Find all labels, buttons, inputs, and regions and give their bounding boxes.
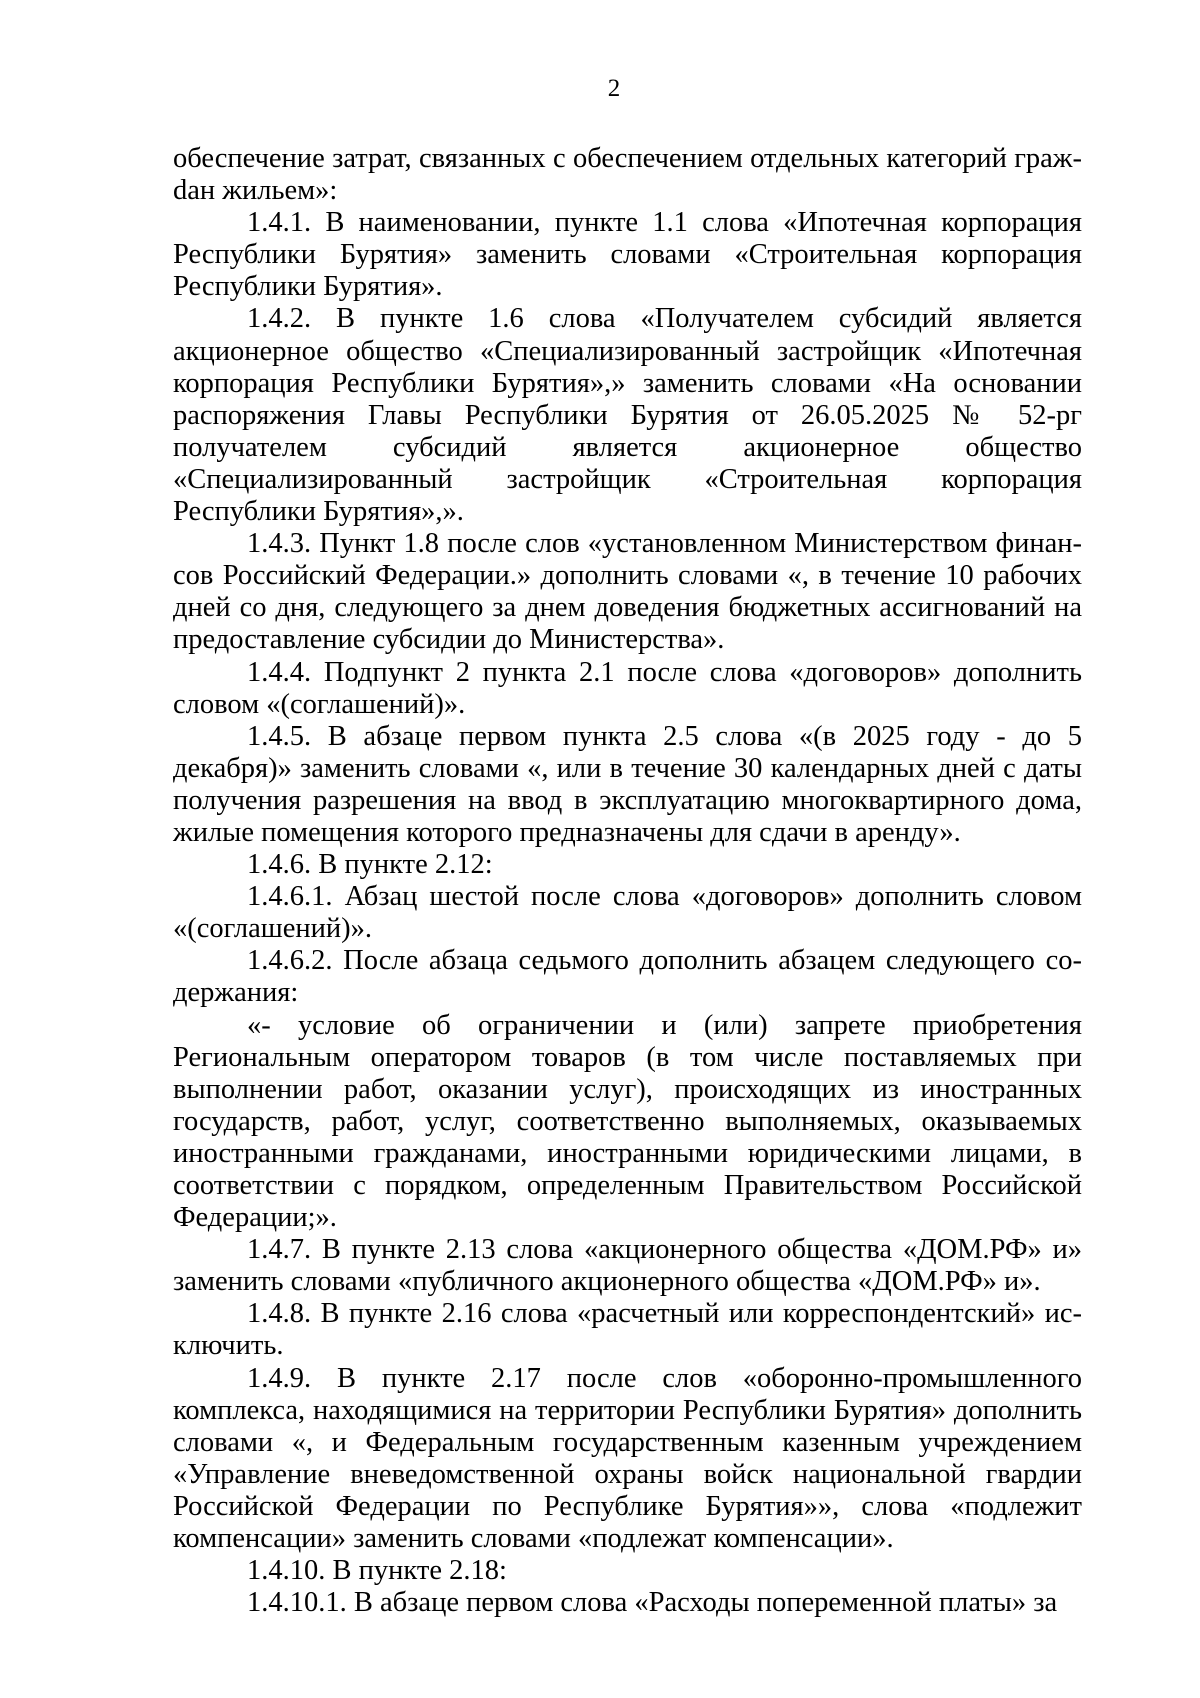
paragraph: 1.4.6. В пункте 2.12: [247,849,493,881]
paragraph: обеспечение затрат, связанных с обеспечением отдельных категорий гражdан жильем»: [173,143,1082,207]
page-number: 2 [607,75,621,102]
paragraph: 1.4.4. Подпункт 2 пункта 2.1 после слова «договоров» дополнить словом «(соглашений)». [173,656,1082,720]
paragraph: 1.4.6.2. После абзаца седьмого дополнить абзацем следующего содержания: [173,945,1082,1009]
paragraph: 1.4.3. Пункт 1.8 после слов «установленном Министерством финансов Российский Федерации.» дополнить словами «, в течение 10 рабочих дней со дня, следующего за днем доведения бюджетных ассигнований на предоставление субсидии до Министерства». [173,528,1082,656]
paragraph: 1.4.2. В пункте 1.6 слова «Получателем субсидий является акционерное общество «Специализированный застройщик «Ипотечная корпорация Республики Бурятия»,» заменить словами «На основании распоряжения Главы Республики Бурятия от 26.05.2025 № 52-рг получателем субсидий является акционерное общество «Специализированный застройщик «Строительная корпорация Республики Бурятия»,». [173,303,1082,528]
paragraph: 1.4.8. В пункте 2.16 слова «расчетный или корреспондентский» исключить. [173,1298,1082,1362]
paragraph: 1.4.10.1. В абзаце первом слова «Расходы попеременной платы» за [247,1587,1058,1619]
paragraph: 1.4.5. В абзаце первом пункта 2.5 слова «(в 2025 году - до 5 декабря)» заменить словами «, или в течение 30 календарных дней с даты получения разрешения на ввод в эксплуатацию многоквартирного дома, жилые помещения которого предназначены для сдачи в аренду». [173,720,1082,848]
paragraph: 1.4.9. В пункте 2.17 после слов «оборонно-промышленного комплекса, находящимися на территории Республики Бурятия» дополнить словами «, и Федеральным государственным казенным учреждением «Управление вневедомственной охраны войск национальной гвардии Российской Федерации по Республике Бурятия»», слова «подлежит компенсации» заменить словами «подлежат компенсации». [173,1362,1082,1555]
paragraph: 1.4.1. В наименовании, пункте 1.1 слова «Ипотечная корпорация Республики Бурятия» заменить словами «Строительная корпорация Республики Бурятия». [173,207,1082,303]
paragraph: 1.4.7. В пункте 2.13 слова «акционерного общества «ДОМ.РФ» и» заменить словами «публичного акционерного общества «ДОМ.РФ» и». [173,1234,1082,1298]
document-body [173,143,1082,1619]
paragraph: 1.4.6.1. Абзац шестой после слова «договоров» дополнить словом «(соглашений)». [173,881,1082,945]
paragraph: 1.4.10. В пункте 2.18: [247,1555,507,1587]
paragraph: «- условие об ограничении и (или) запрете приобретения Региональным оператором товаров (в том числе поставляемых при выполнении работ, оказании услуг), происходящих из иностранных государств, работ, услуг, соответственно выполняемых, оказываемых иностранными гражданами, иностранными юридическими лицами, в соответствии с порядком, определенным Правительством Российской Федерации;». [173,1009,1082,1234]
